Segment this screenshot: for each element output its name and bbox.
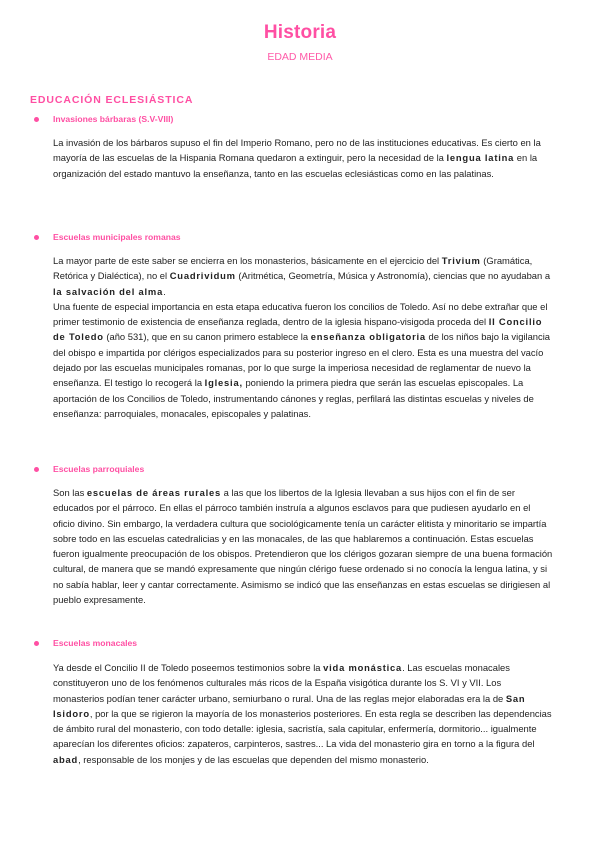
subheading-label: Escuelas monacales: [53, 638, 138, 648]
subheading-label: Escuelas municipales romanas: [53, 232, 181, 242]
text-run: La invasión de los bárbaros supuso el fin del Imperio Romano, pero no de las instituciones educativas. Es cierto en la mayoría de las escuelas de la Hispania Romana quedaron a extinguir, pero la necesidad de la: [53, 137, 541, 164]
emphasis-text: enseñanza obligatoria: [310, 331, 426, 343]
text-run: La mayor parte de este saber se encierra en los monasterios, básicamente en el ejercicio del: [53, 255, 442, 266]
bullet-icon: [34, 641, 39, 646]
bullet-icon: [34, 117, 39, 122]
text-run: en la organización del estado mantuvo la enseñanza, tanto en las escuelas eclesiásticas como en las palatinas.: [53, 152, 538, 179]
paragraph-invasiones: [53, 135, 553, 181]
bullet-icon: [34, 467, 39, 472]
text-run: , responsable de los monjes y de las escuelas que dependen del mismo monasterio.: [78, 753, 429, 765]
subheading-parroquiales: [34, 464, 144, 474]
emphasis-text: Trivium: [441, 255, 481, 266]
subheading-label: Escuelas parroquiales: [53, 464, 145, 474]
bullet-icon: [34, 235, 39, 240]
emphasis-text: San Isidoro: [53, 692, 526, 719]
text-run: (año 531), que en su canon primero establece la: [103, 331, 311, 343]
paragraph-text: [53, 660, 553, 767]
text-run: , por la que se rigieron la mayoría de los monasterios posteriores. En esta regla se describen las dependencias de ámbito rural del monasterio, con todo detalle: iglesia, sacristía, sala capitular, enfermería, dormitorio... igualmente aparecían los diferentes oficios: zapateros, carpinteros, sastres... La vida del monasterio gira en torno a la figura del: [53, 707, 552, 750]
paragraph-municipales: [53, 253, 553, 421]
subheading-invasiones: [34, 114, 173, 124]
paragraph-text: [53, 253, 553, 299]
paragraph-parroquiales: [53, 485, 553, 607]
paragraph-text: [53, 485, 553, 607]
page-subtitle: EDAD MEDIA: [267, 51, 333, 63]
section-heading: EDUCACIÓN ECLESIÁSTICA: [30, 94, 194, 106]
paragraph-text: [53, 135, 553, 181]
paragraph-monacales: [53, 660, 553, 767]
text-run: Una fuente de especial importancia en esta etapa educativa fueron los concilios de Toledo. Así no debe extrañar que el primer testimonio de existencia de enseñanza reglada, dentro de la iglesia hispano-visigoda proceda del: [53, 300, 548, 328]
text-run: .: [163, 285, 166, 297]
emphasis-text: II Concilio de Toledo: [53, 316, 543, 343]
emphasis-text: abad: [53, 753, 79, 765]
emphasis-text: escuelas de áreas rurales: [86, 487, 222, 498]
text-run: Son las: [53, 487, 87, 498]
emphasis-text: vida monástica: [323, 662, 403, 673]
text-run: Ya desde el Concilio II de Toledo poseemos testimonios sobre la: [53, 662, 324, 673]
text-run: (Aritmética, Geometría, Música y Astronomía), ciencias que no ayudaban a: [235, 270, 551, 282]
emphasis-text: Cuadrividum: [169, 270, 236, 282]
emphasis-text: Iglesia,: [204, 377, 243, 389]
page-title: Historia: [263, 22, 337, 43]
text-run: de los niños bajo la vigilancia del obispo e impartida por clérigos especializados para su posterior ingreso en el clero. Esta es una muestra del vacío dejado por las escuelas municipales romanas, por lo que surge la imperiosa necesidad de reglamentar de nuevo la enseñanza. El testigo lo recogerá la: [53, 331, 550, 389]
subheading-municipales: [34, 232, 181, 242]
emphasis-text: la salvación del alma: [53, 285, 164, 297]
subheading-monacales: [34, 638, 137, 648]
text-run: . Las escuelas monacales constituyeron uno de los fenómenos culturales más ricos de la España visigótica durante los S. VI y VII. Los monasterios podían tener carácter urbano, semiurbano o rural. Una de las reglas mejor elaboradas era la de: [53, 662, 510, 704]
text-run: a las que los libertos de la Iglesia llevaban a sus hijos con el fin de ser educados por el párroco. En ellas el párroco también instruía a algunos esclavos para que pudiesen ayudarlo en el oficio divino. Sin embargo, la verdadera cultura que sociológicamente tenía un carácter elitista y minoritario se impartía sobre todo en las escuelas catedralicias y en las monacales, de las que hablaremos a continuación. Estas escuelas fueron igualmente preocupación de los obispos. Pretendieron que los clérigos gozaran siempre de una buena formación cultural, de manera que se mandó expresamente que ningún clérigo fuese ordenado si no conocía la lengua latina, y si no sabía hablar, leer y cantar correctamente. Asimismo se indicó que las enseñanzas en estas escuelas se dirigiesen al pueblo expresamente.: [53, 487, 553, 606]
emphasis-text: lengua latina: [446, 152, 515, 164]
text-run: (Gramática, Retórica y Dialéctica), no el: [53, 255, 533, 282]
subheading-label: Invasiones bárbaras (S.V-VIII): [53, 114, 174, 124]
paragraph-text: [53, 299, 553, 421]
text-run: poniendo la primera piedra que serán las escuelas episcopales. La aportación de los Concilios de Toledo, instrumentando cánones y reglas, perfilará las distintas escuelas y niveles de enseñanza: parroquiales, monacales, episcopales y palatinas.: [53, 377, 534, 419]
